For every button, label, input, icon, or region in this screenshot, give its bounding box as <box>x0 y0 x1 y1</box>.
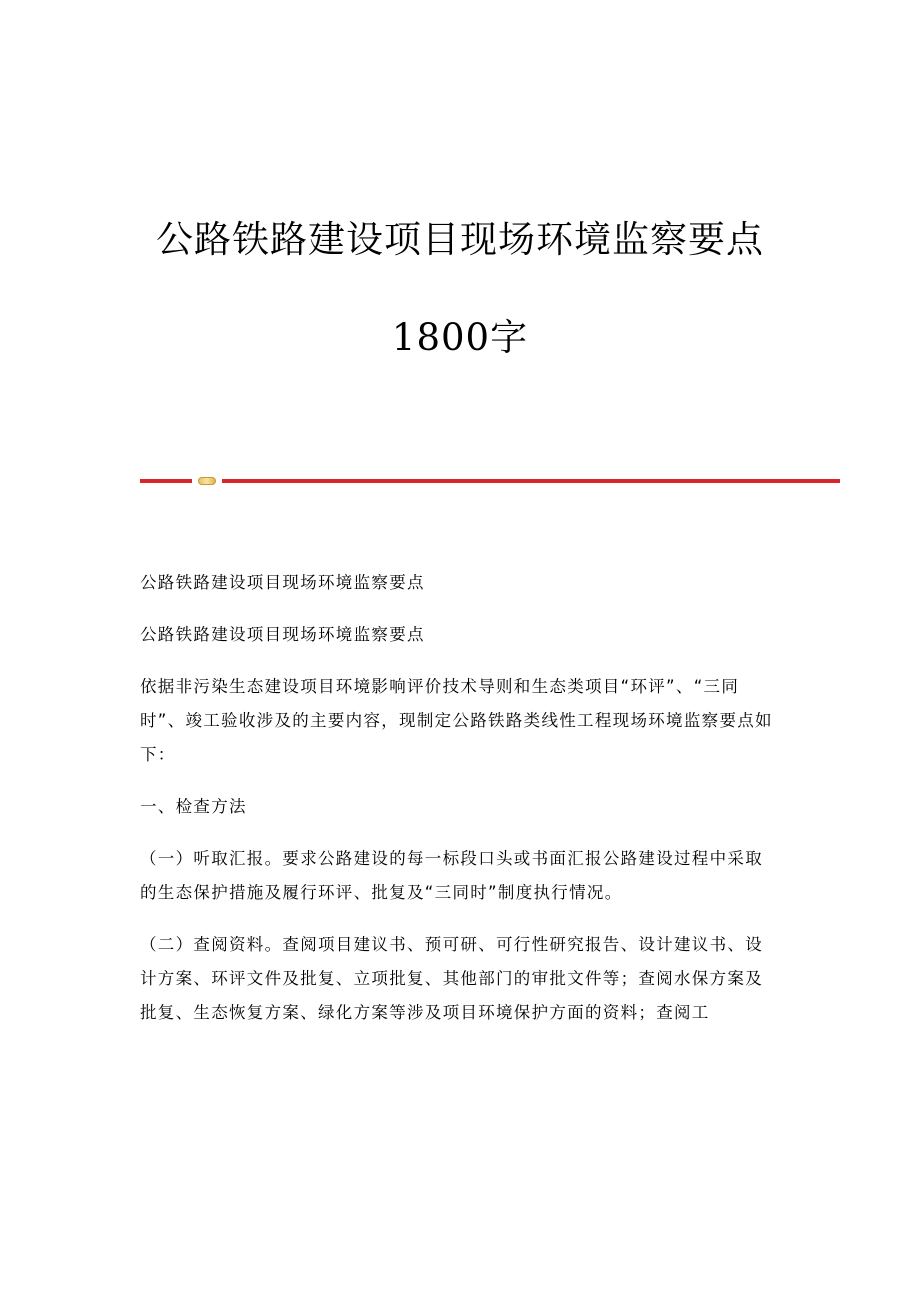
document-body <box>140 566 780 1048</box>
divider-ornament-icon <box>198 477 216 485</box>
page-title-line-1: 公路铁路建设项目现场环境监察要点 <box>156 218 764 261</box>
paragraph-heading-repeat-2: 公路铁路建设项目现场环境监察要点 <box>140 625 425 644</box>
paragraph-heading-repeat-1: 公路铁路建设项目现场环境监察要点 <box>140 573 425 592</box>
paragraph-listen-report: （一）听取汇报。要求公路建设的每一标段口头或书面汇报公路建设过程中采取的生态保护措施及履行环评、批复及“三同时”制度执行情况。 <box>140 849 763 902</box>
paragraph-review-materials: （二）查阅资料。查阅项目建议书、预可研、可行性研究报告、设计建议书、设计方案、环评文件及批复、立项批复、其他部门的审批文件等；查阅水保方案及批复、生态恢复方案、绿化方案等涉及项目环境保护方面的资料；查阅工 <box>140 935 763 1022</box>
title-divider <box>140 476 840 486</box>
divider-bar-right <box>222 479 840 483</box>
page-title-line-2: 1800字 <box>391 316 529 359</box>
section-heading-inspection-methods: 一、检查方法 <box>140 797 247 816</box>
paragraph-intro: 依据非污染生态建设项目环境影响评价技术导则和生态类项目“环评”、“三同时”、竣工验收涉及的主要内容，现制定公路铁路类线性工程现场环境监察要点如下： <box>140 677 773 764</box>
divider-bar-left <box>140 479 192 483</box>
